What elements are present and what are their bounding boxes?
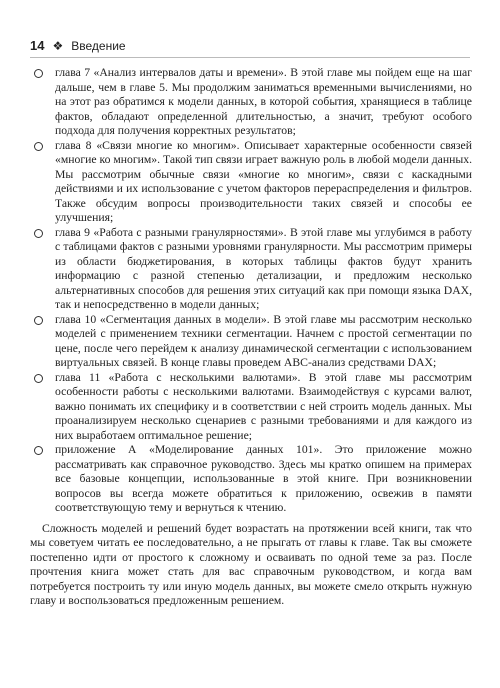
circle-bullet-icon — [34, 374, 43, 383]
circle-bullet-icon — [34, 446, 43, 455]
circle-bullet-icon — [34, 69, 43, 78]
list-item — [30, 139, 472, 226]
list-item-text: глава 9 «Работа с разными гранулярностями». В этой главе мы углубимся в работу с таблицами фактов с разными уровнями гранулярности. Мы рассмотрим примеры из области бюджетирования, в которых таблицы фактов будут хранить информацию с разной степенью детализации, и предложим несколько альтернативных способов для решения этих ситуаций как при помощи языка DAX, так и непосредственно в модели данных; — [55, 225, 472, 311]
list-item — [30, 66, 472, 139]
circle-bullet-icon — [34, 316, 43, 325]
list-item-text: глава 8 «Связи многие ко многим». Описывает характерные особенности связей «многие ко многим». Такой тип связи играет важную роль в любой модели данных. Мы рассмотрим обычные связи «многие ко многим», связи с каскадными действиями и их использование с учетом факторов перераспределения и фильтров. Также обсудим вопросы производительности таких связей и способы ее улучшения; — [55, 138, 472, 224]
circle-bullet-icon — [34, 229, 43, 238]
closing-paragraph: Сложность моделей и решений будет возрастать на протяжении всей книги, так что мы советуем читать ее последовательно, а не прыгать от главы к главе. Так вы сможете постепенно идти от простого к сложному и осваивать по одной теме за раз. После прочтения книга может стать для вас справочным руководством, и когда вам потребуется построить ту или иную модель данных, вы можете смело открыть нужную главу и воспользоваться предложенным решением. — [30, 521, 472, 607]
list-item — [30, 226, 472, 313]
list-item-text: глава 11 «Работа с несколькими валютами». В этой главе мы рассмотрим особенности работы с несколькими валютами. Взаимодействуя с курсами валют, важно понимать их специфику и в соответствии с ней строить модель данных. Мы проанализируем несколько сценариев с разными требованиями и для каждого из них выработаем оптимальное решение; — [55, 370, 472, 442]
section-title: Введение — [71, 38, 126, 53]
list-item-text: приложение А «Моделирование данных 101». Это приложение можно рассматривать как справочное руководство. Здесь мы кратко опишем на примерах все базовые концепции, использованные в этой книге. При возникновении вопросов вы всегда можете обратиться к приложению, освежив в памяти соответствующую тему и вернуться к чтению. — [55, 443, 472, 514]
diamond-separator-icon: ❖ — [52, 38, 64, 53]
circle-bullet-icon — [34, 142, 43, 151]
chapter-list — [30, 66, 472, 516]
page-body — [30, 66, 472, 609]
list-item — [30, 443, 472, 516]
list-item — [30, 313, 472, 371]
running-header — [30, 38, 470, 58]
page-number: 14 — [30, 38, 45, 53]
list-item — [30, 371, 472, 444]
list-item-text: глава 10 «Сегментация данных в модели». В этой главе мы рассмотрим несколько моделей с применением техники сегментации. Начнем с простой сегментации по цене, после чего перейдем к анализу динамической сегментации с использованием виртуальных связей. В конце главы проведем ABC-анализ средствами DAX; — [55, 312, 472, 369]
list-item-text: глава 7 «Анализ интервалов даты и времени». В этой главе мы пойдем еще на шаг дальше, чем в главе 5. Мы продолжим заниматься временными вычислениями, но на этот раз обратимся к модели данных, в которой события, хранящиеся в таблице фактов, обладают определенной длительностью, а значит, требуют особого подхода для получения корректных результатов; — [55, 66, 472, 137]
